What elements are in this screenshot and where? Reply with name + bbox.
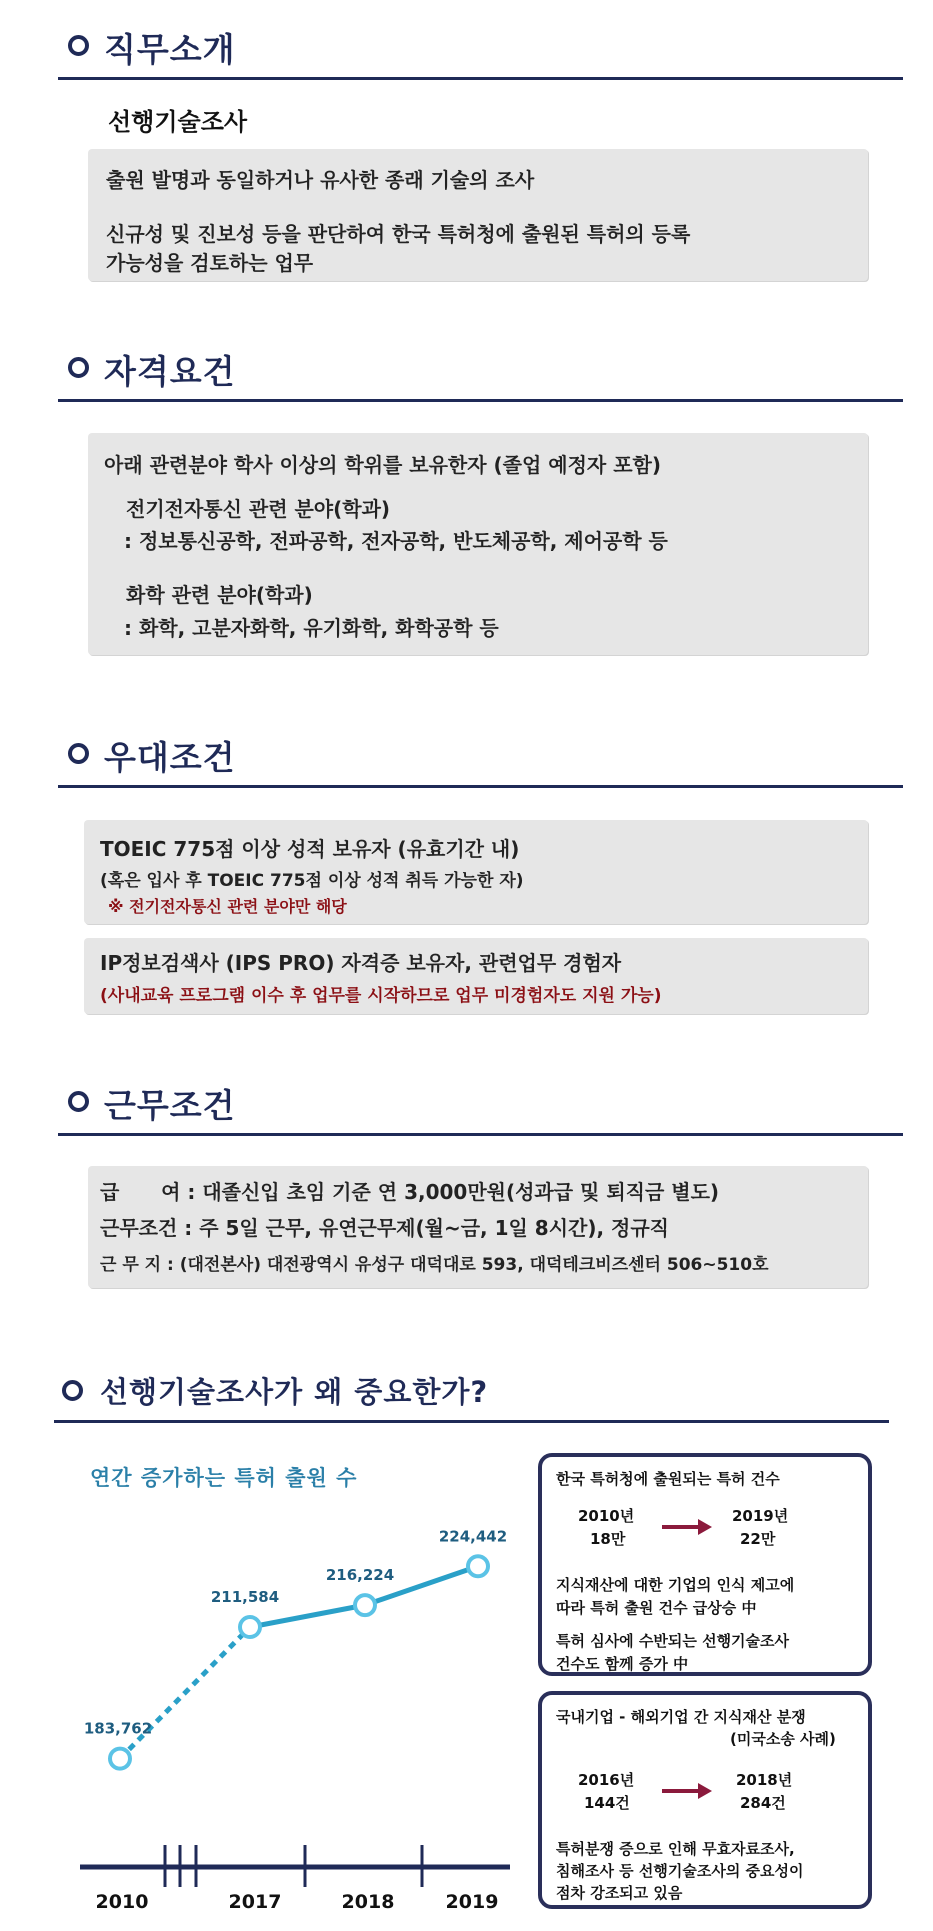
- info1-title: 한국 특허청에 출원되는 특허 건수: [556, 1470, 780, 1488]
- section-title: 우대조건: [104, 738, 236, 777]
- info1-to-value: 22만: [740, 1530, 776, 1548]
- section-title: 근무조건: [104, 1086, 236, 1125]
- conditions-salary: 급 여 : 대졸신입 초임 기준 연 3,000만원(성과급 및 퇴직금 별도): [100, 1180, 720, 1204]
- bullet-icon: [68, 1091, 89, 1112]
- info1-note2a: 특허 심사에 수반되는 선행기술조사: [556, 1632, 790, 1650]
- chart-title: 연간 증가하는 특허 출원 수: [90, 1466, 358, 1490]
- info2-subtitle: (미국소송 사례): [730, 1730, 836, 1748]
- divider: [58, 399, 903, 402]
- divider: [58, 1133, 903, 1136]
- data-label: 216,224: [325, 1566, 395, 1585]
- data-label: 224,442: [438, 1527, 508, 1546]
- conditions-location: 근 무 지 : (대전본사) 대전광역시 유성구 대덕대로 593, 대덕테크비즈센터 506~510호: [100, 1255, 769, 1275]
- bullet-icon: [68, 743, 89, 764]
- section-qualification-header: [58, 342, 903, 402]
- series-line-segment: [250, 1605, 365, 1627]
- job-line-2: 신규성 및 진보성 등을 판단하여 한국 특허청에 출원된 특허의 등록: [106, 222, 691, 246]
- section-job-header: [58, 20, 903, 80]
- info2-to-value: 284건: [740, 1794, 786, 1812]
- x-tick-label: 2010: [95, 1891, 149, 1913]
- job-line-1: 출원 발명과 동일하거나 유사한 종래 기술의 조사: [106, 168, 535, 192]
- conditions-schedule: 근무조건 : 주 5일 근무, 유연근무제(월~금, 1일 8시간), 정규직: [100, 1216, 670, 1240]
- info1-to-year: 2019년: [732, 1507, 789, 1525]
- qualification-line-5: : 화학, 고분자화학, 유기화학, 화학공학 등: [124, 616, 499, 640]
- info2-note1c: 점차 강조되고 있음: [556, 1884, 683, 1902]
- data-point: [468, 1556, 488, 1576]
- qualification-line-4: 화학 관련 분야(학과): [126, 583, 313, 607]
- info1-from-year: 2010년: [578, 1507, 635, 1525]
- data-label: 211,584: [210, 1588, 280, 1607]
- arrow-right-icon: [662, 1516, 714, 1538]
- section-conditions-header: [58, 1076, 903, 1136]
- section-title: 자격요건: [104, 352, 236, 391]
- data-point: [240, 1617, 260, 1637]
- section-title: 직무소개: [104, 30, 236, 69]
- qualification-line-1: 아래 관련분야 학사 이상의 학위를 보유한자 (졸업 예정자 포함): [104, 453, 661, 477]
- info1-note1a: 지식재산에 대한 기업의 인식 제고에: [556, 1576, 795, 1594]
- x-tick-label: 2018: [341, 1891, 395, 1913]
- job-line-3: 가능성을 검토하는 업무: [106, 251, 314, 275]
- patent-line-chart: [0, 1400, 530, 1930]
- bullet-icon: [62, 1380, 83, 1401]
- data-label: 183,762: [83, 1719, 153, 1738]
- info2-from-value: 144건: [584, 1794, 630, 1812]
- data-point: [110, 1749, 130, 1769]
- info2-note1b: 침해조사 등 선행기술조사의 중요성이: [556, 1862, 804, 1880]
- arrow-right-icon: [662, 1780, 714, 1802]
- info1-note2b: 건수도 함께 증가 中: [556, 1655, 689, 1673]
- job-subtitle: 선행기술조사: [108, 108, 248, 136]
- data-point: [355, 1595, 375, 1615]
- info2-note1a: 특허분쟁 증으로 인해 무효자료조사,: [556, 1840, 795, 1858]
- info2-to-year: 2018년: [736, 1771, 793, 1789]
- divider: [58, 785, 903, 788]
- preference-toeic-line-2: (혹은 입사 후 TOEIC 775점 이상 성적 취득 가능한 자): [100, 871, 524, 891]
- x-tick-label: 2019: [445, 1891, 499, 1913]
- qualification-line-3: : 정보통신공학, 전파공학, 전자공학, 반도체공학, 제어공학 등: [124, 529, 668, 553]
- qualification-line-2: 전기전자통신 관련 분야(학과): [126, 497, 391, 521]
- section-preference-header: [58, 728, 903, 788]
- preference-ips-line-1: IP정보검색사 (IPS PRO) 자격증 보유자, 관련업무 경험자: [100, 951, 622, 975]
- bullet-icon: [68, 357, 89, 378]
- preference-toeic-note: ※ 전기전자통신 관련 분야만 해당: [108, 897, 347, 916]
- bullet-icon: [68, 35, 89, 56]
- x-tick-label: 2017: [228, 1891, 282, 1913]
- divider: [58, 77, 903, 80]
- info2-from-year: 2016년: [578, 1771, 635, 1789]
- info2-title: 국내기업 - 해외기업 간 지식재산 분쟁: [556, 1708, 806, 1726]
- section-title: 선행기술조사가 왜 중요한가?: [100, 1375, 489, 1409]
- series-line-dashed: [120, 1627, 250, 1759]
- info1-from-value: 18만: [590, 1530, 626, 1548]
- preference-toeic-line-1: TOEIC 775점 이상 성적 보유자 (유효기간 내): [100, 837, 520, 861]
- info1-note1b: 따라 특허 출원 건수 급상승 中: [556, 1599, 757, 1617]
- preference-ips-note: (사내교육 프로그램 이수 후 업무를 시작하므로 업무 미경험자도 지원 가능): [100, 986, 662, 1006]
